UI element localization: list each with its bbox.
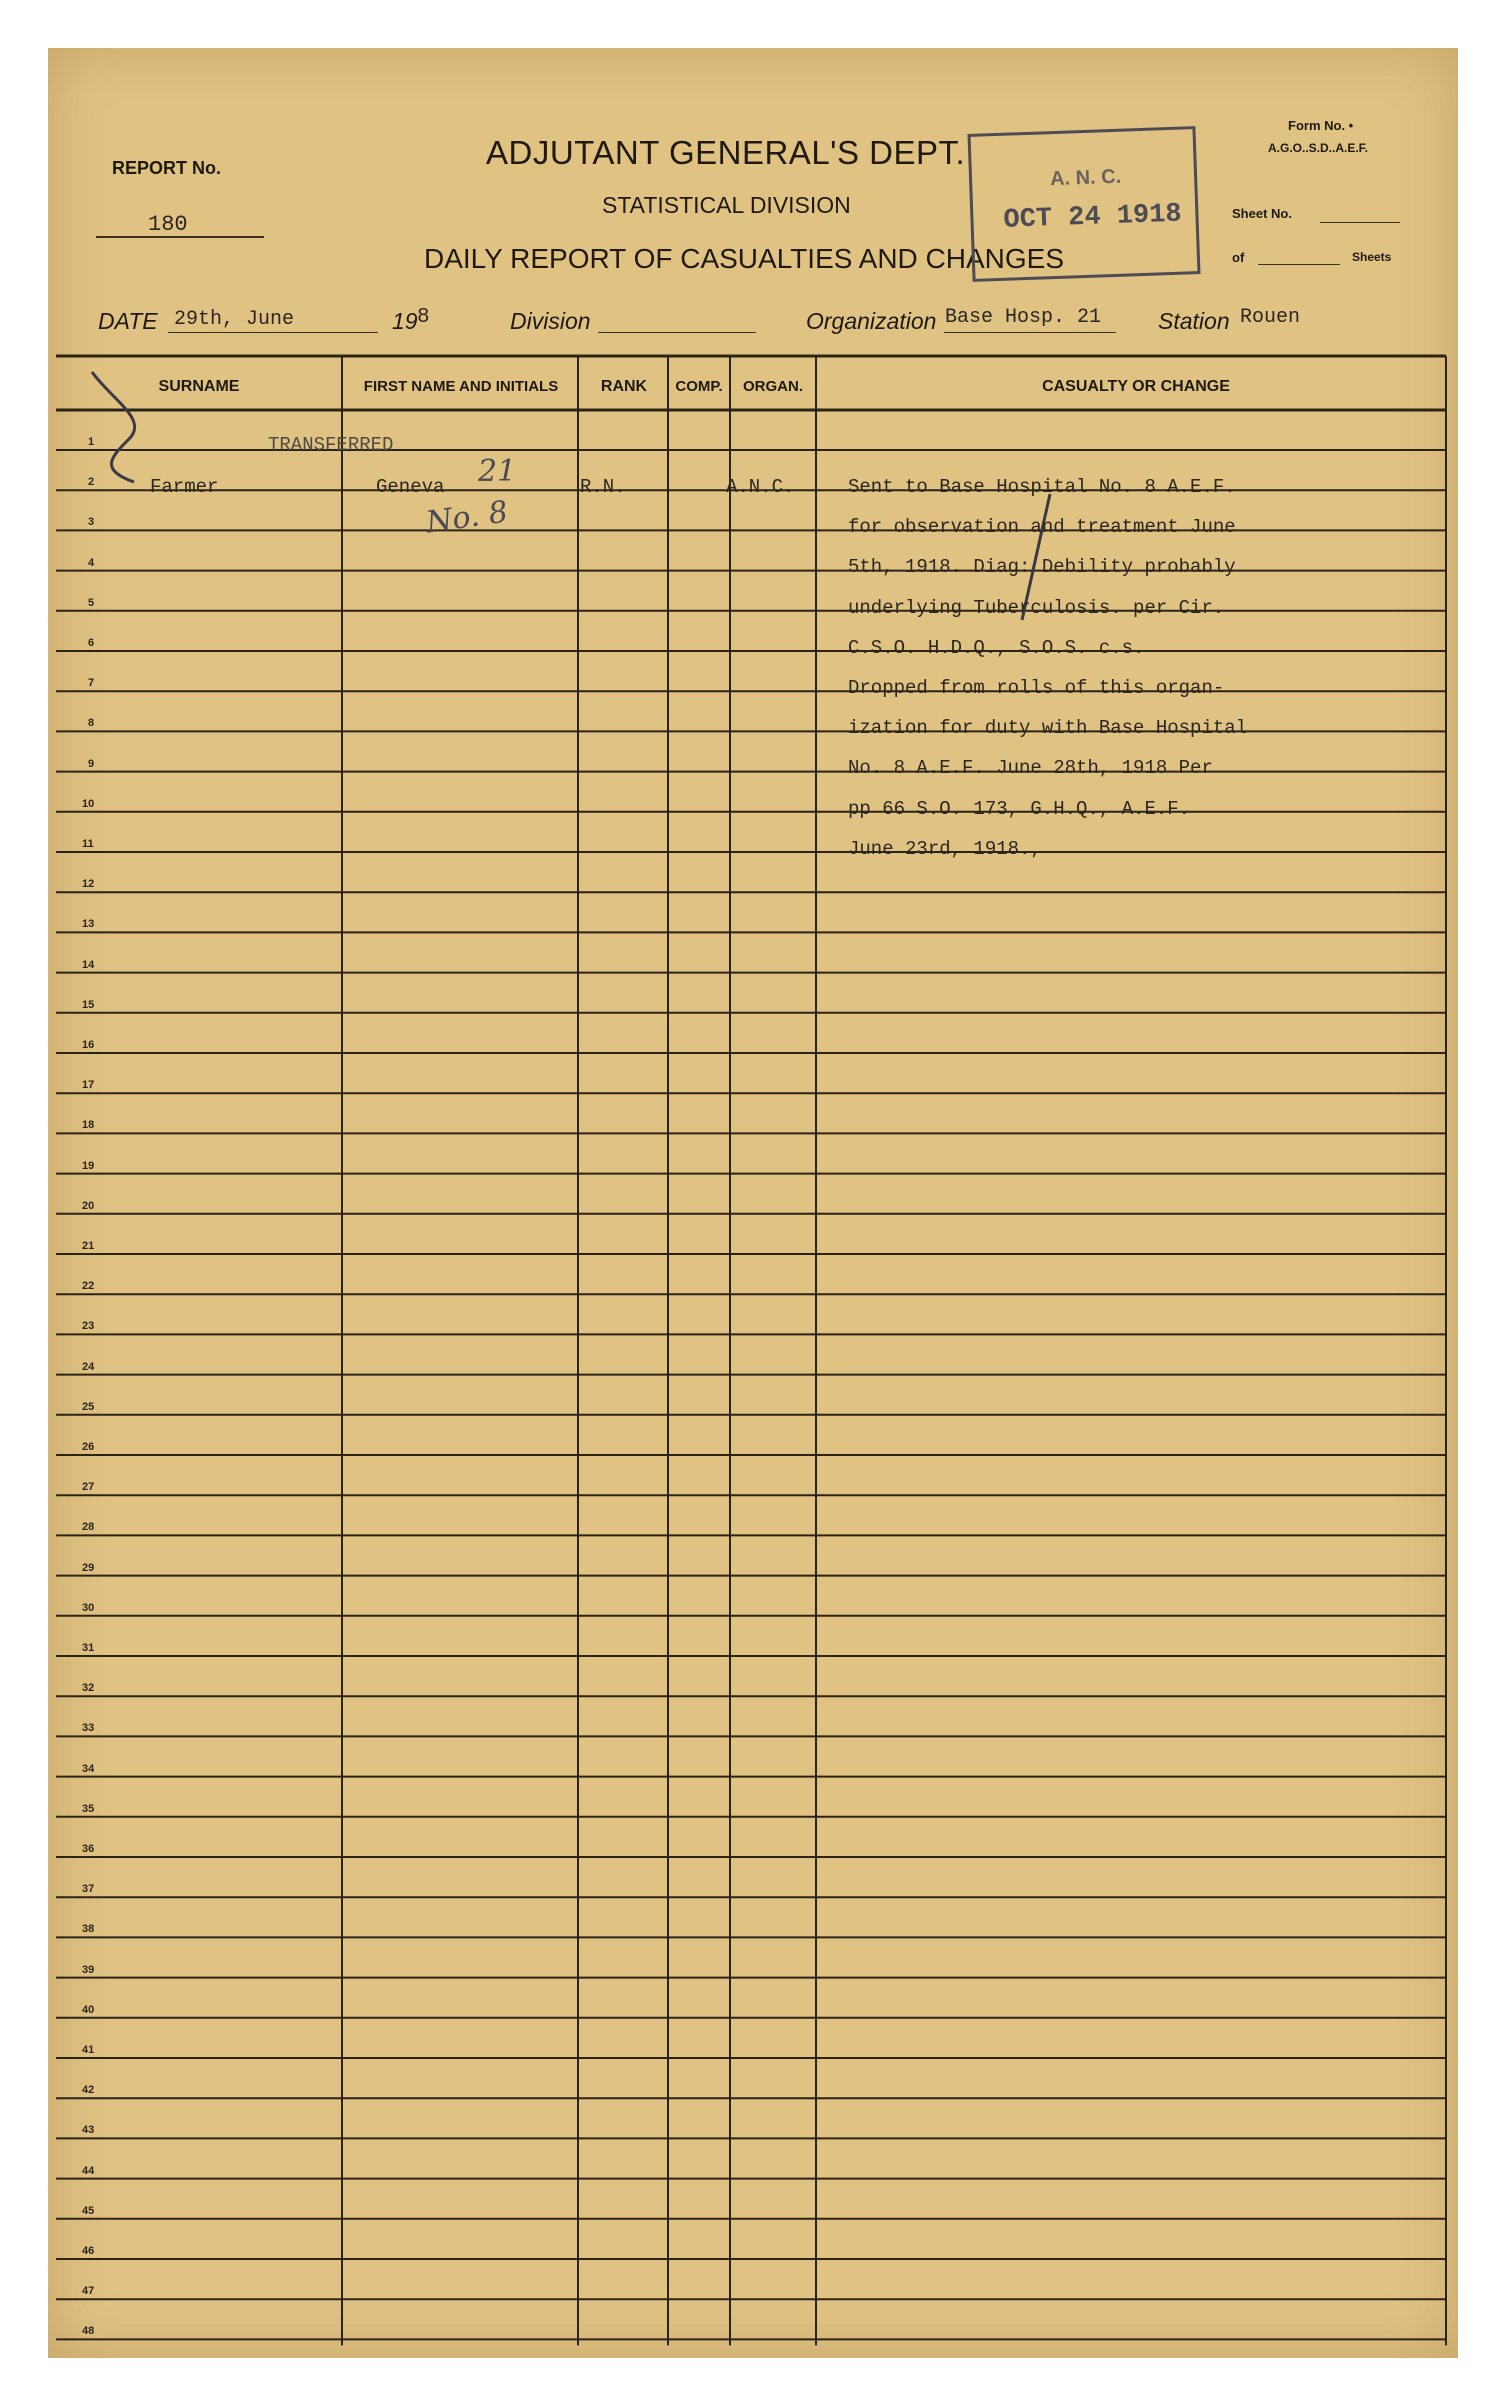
row-number: 1	[88, 436, 95, 448]
col-header-rank: RANK	[600, 378, 648, 395]
casualty-line: C.S.O. H.D.Q., S.O.S. c.s.	[848, 636, 1145, 659]
organization-label: Organization	[806, 308, 937, 334]
row-number: 18	[82, 1119, 95, 1132]
row-number: 29	[82, 1561, 95, 1574]
page-title: ADJUTANT GENERAL'S DEPT.	[486, 134, 966, 171]
hand-note-no8: No. 8	[423, 494, 510, 541]
row-number: 44	[82, 2164, 95, 2177]
row-number: 34	[82, 1762, 95, 1775]
casualty-line: pp 66 S.O. 173, G.H.Q., A.E.F.	[848, 797, 1191, 820]
report-no-label: REPORT No.	[112, 158, 222, 178]
station-label: Station	[1158, 308, 1230, 334]
col-header-casualty: CASUALTY OR CHANGE	[1042, 378, 1230, 395]
row-number: 21	[82, 1240, 95, 1252]
row-number: 42	[82, 2084, 95, 2097]
stamp-date: OCT 24 1918	[1003, 199, 1183, 236]
row-number: 20	[82, 1199, 95, 1212]
form-no-label: Form No. •	[1288, 118, 1354, 133]
row-number: 30	[82, 1601, 95, 1614]
entry-organ: A.N.C.	[726, 476, 795, 498]
organization-value: Base Hosp. 21	[945, 306, 1102, 329]
row-number: 3	[88, 516, 95, 529]
row-number: 7	[88, 677, 95, 690]
casualty-line: Dropped from rolls of this organ-	[848, 677, 1225, 699]
entry-rank: R.N.	[580, 476, 626, 498]
row-number: 35	[82, 1802, 95, 1815]
casualty-line: 5th, 1918. Diag: Debility probably	[848, 556, 1236, 579]
casualty-line: for observation and treatment June	[848, 516, 1236, 539]
row-number: 48	[82, 2325, 95, 2338]
row-number: 38	[82, 1923, 95, 1936]
casualty-line: ization for duty with Base Hospital	[848, 717, 1248, 740]
row-number: 6	[88, 637, 95, 649]
row-number: 32	[82, 1682, 95, 1695]
sheets-label: Sheets	[1352, 250, 1392, 264]
row-number: 23	[82, 1320, 95, 1333]
form-code: A.G.O..S.D..A.E.F.	[1268, 141, 1369, 155]
col-header-comp: COMP.	[675, 378, 723, 395]
row-number: 31	[82, 1642, 95, 1654]
row-number: 15	[82, 998, 95, 1011]
casualty-line: Sent to Base Hospital No. 8 A.E.F.	[848, 476, 1236, 498]
page-subtitle: STATISTICAL DIVISION	[602, 192, 851, 218]
section-label-transferred: TRANSFERRED	[268, 434, 394, 456]
row-number: 33	[82, 1722, 95, 1735]
row-number: 24	[82, 1360, 95, 1373]
row-number: 4	[88, 556, 95, 569]
row-number: 26	[82, 1441, 95, 1453]
row-number: 28	[82, 1521, 95, 1534]
row-number: 47	[82, 2285, 95, 2298]
year-digit: 8	[417, 306, 430, 329]
row-number: 36	[82, 1843, 95, 1855]
row-number: 41	[82, 2044, 95, 2056]
col-header-organ: ORGAN.	[743, 378, 803, 395]
row-number: 46	[82, 2245, 95, 2257]
row-number: 14	[82, 958, 95, 971]
date-value: 29th, June	[174, 308, 295, 331]
date-label: DATE	[98, 308, 158, 334]
row-number: 39	[82, 1963, 95, 1976]
row-number: 11	[82, 838, 94, 850]
row-number: 8	[88, 717, 95, 730]
row-number: 9	[88, 757, 95, 770]
row-number: 16	[82, 1039, 95, 1051]
division-label: Division	[510, 308, 591, 334]
row-number: 37	[82, 1883, 95, 1896]
sheet-no-label: Sheet No.	[1232, 206, 1292, 221]
row-number: 27	[82, 1481, 95, 1494]
row-number: 17	[82, 1079, 95, 1092]
row-number: 2	[88, 476, 95, 489]
casualty-line: No. 8 A.E.F. June 28th, 1918 Per	[848, 757, 1213, 780]
col-header-surname: SURNAME	[158, 378, 240, 395]
row-number: 12	[82, 878, 95, 891]
row-number: 19	[82, 1159, 95, 1172]
row-number: 13	[82, 918, 95, 931]
row-number: 40	[82, 2003, 95, 2016]
col-header-first-name: FIRST NAME AND INITIALS	[363, 378, 559, 395]
casualty-line: underlying Tuberculosis. per Cir.	[848, 596, 1225, 619]
row-number: 10	[82, 797, 95, 810]
entry-first-name: Geneva	[376, 476, 445, 498]
year-label: 19	[392, 308, 418, 334]
station-value: Rouen	[1240, 306, 1301, 329]
entry-surname: Farmer	[150, 476, 219, 498]
row-number: 45	[82, 2204, 95, 2217]
of-label: of	[1232, 250, 1245, 265]
row-number: 22	[82, 1280, 95, 1293]
row-number: 5	[88, 596, 95, 609]
row-number: 25	[82, 1400, 95, 1413]
form-title: DAILY REPORT OF CASUALTIES AND CHANGES	[424, 243, 1065, 274]
stamp-line-1: A. N. C.	[1049, 165, 1122, 191]
hand-note-21: 21	[478, 454, 517, 489]
report-no-value: 180	[148, 212, 188, 237]
casualty-line: June 23rd, 1918.,	[848, 837, 1042, 860]
row-number: 43	[82, 2124, 95, 2137]
